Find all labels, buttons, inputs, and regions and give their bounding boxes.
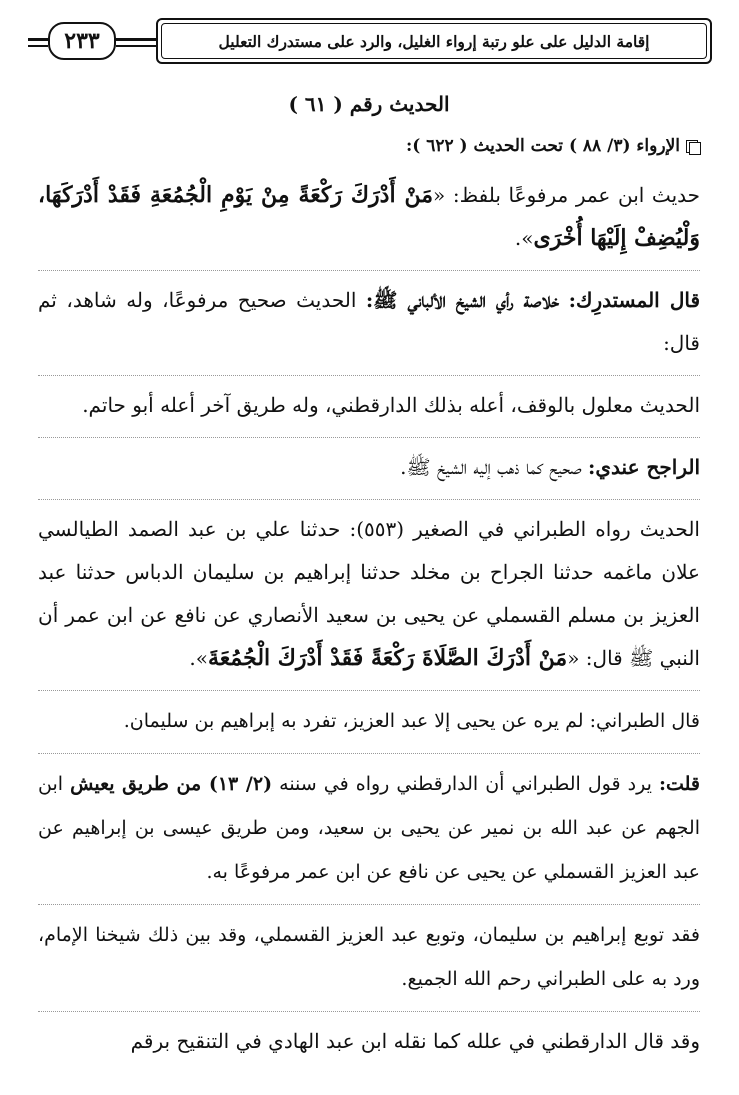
quote-close: ». (514, 226, 534, 250)
reference: (٢/ ١٣) من طريق يعيش (70, 773, 273, 795)
page-header (28, 18, 712, 68)
header-rule (28, 38, 48, 41)
hadith-quote: مَنْ أَدْرَكَ رَكْعَةً مِنْ يَوْمِ الْجُمُعَةِ فَقَدْ أَدْرَكَهَا، وَلْيُضِفْ إِلَيْهَا أُخْرَى (38, 182, 700, 251)
paragraph (38, 690, 700, 743)
note-heading: قلت: (658, 773, 701, 795)
verdict-heading: الراجح عندي: (588, 455, 700, 479)
hadith-quote: مَنْ أَدْرَكَ الصَّلَاةَ رَكْعَةً فَقَدْ أَدْرَكَ الْجُمُعَةَ (207, 645, 568, 671)
paragraph-text: الحديث معلول بالوقف، أعله بذلك الدارقطني، وله طريق آخر أعله أبو حاتم. (82, 393, 700, 417)
paragraph (38, 753, 700, 894)
source-reference-text: الإرواء (٣/ ٨٨ ) تحت الحديث ( ٦٢٢ ): (405, 136, 680, 156)
paragraph-text: ابن الجهم عن عبد الله بن نمير عن يحيى بن سعيد، ومن طريق عيسى بن إبراهيم عن عبد العزيز القسملي عن يحيى عن نافع عن ابن عمر مرفوعًا به. (38, 773, 700, 883)
running-title: إقامة الدليل على علو رتبة إرواء الغليل، والرد على مستدرك التعليل (161, 23, 707, 59)
paragraph-text: صحيح كما ذهب إليه الشيخ ﷺ. (400, 455, 582, 479)
page-body (38, 92, 700, 1073)
paragraph (38, 166, 700, 260)
paragraph-lead: قال المستدرِك: (568, 288, 701, 312)
paragraph-text: يرد قول الطبراني أن الدارقطني رواه في سننه (279, 773, 652, 795)
paragraph-text: الحديث رواه الطبراني في الصغير (٥٥٣): حدثنا علي بن عبد الصمد الطيالسي علان ماغمه حدثنا الجراح بن مخلد حدثنا إبراهيم بن سليمان الدباس حدثنا عبد العزيز بن مسلم القسملي عن يحيى بن سعيد الأنصاري عن نافع عن ابن عمر أن النبي ﷺ قال: « (38, 517, 700, 670)
header-rule (28, 45, 48, 47)
summary-heading: خلاصة رأي الشيخ الألباني ﷺ: (365, 288, 560, 312)
header-rule (116, 38, 156, 41)
book-icon (686, 139, 700, 153)
running-title-frame (156, 18, 712, 64)
header-rule (116, 45, 156, 47)
section-title: الحديث رقم ( ٦١ ) (288, 92, 450, 116)
paragraph (38, 437, 700, 489)
paragraph (38, 270, 700, 365)
paragraph (38, 904, 700, 1001)
paragraph-lead: حديث ابن عمر مرفوعًا بلفظ: « (433, 183, 700, 207)
paragraph-text: الحديث صحيح مرفوعًا، وله شاهد، ثم قال: (38, 288, 700, 355)
paragraph (38, 375, 700, 427)
paragraph-text: وقد قال الدارقطني في علله كما نقله ابن عبد الهادي في التنقيح برقم (130, 1029, 700, 1053)
page-number: ٢٣٣ (48, 22, 116, 60)
paragraph-text: فقد توبع إبراهيم بن سليمان، وتوبع عبد العزيز القسملي، وقد بين ذلك شيخنا الإمام، ورد به على الطبراني رحم الله الجميع. (38, 924, 700, 990)
paragraph (38, 1011, 700, 1063)
quote-close: ». (189, 646, 208, 670)
source-reference (38, 136, 700, 156)
paragraph-text: قال الطبراني: لم يره عن يحيى إلا عبد العزيز، تفرد به إبراهيم بن سليمان. (123, 710, 700, 732)
paragraph (38, 499, 700, 680)
